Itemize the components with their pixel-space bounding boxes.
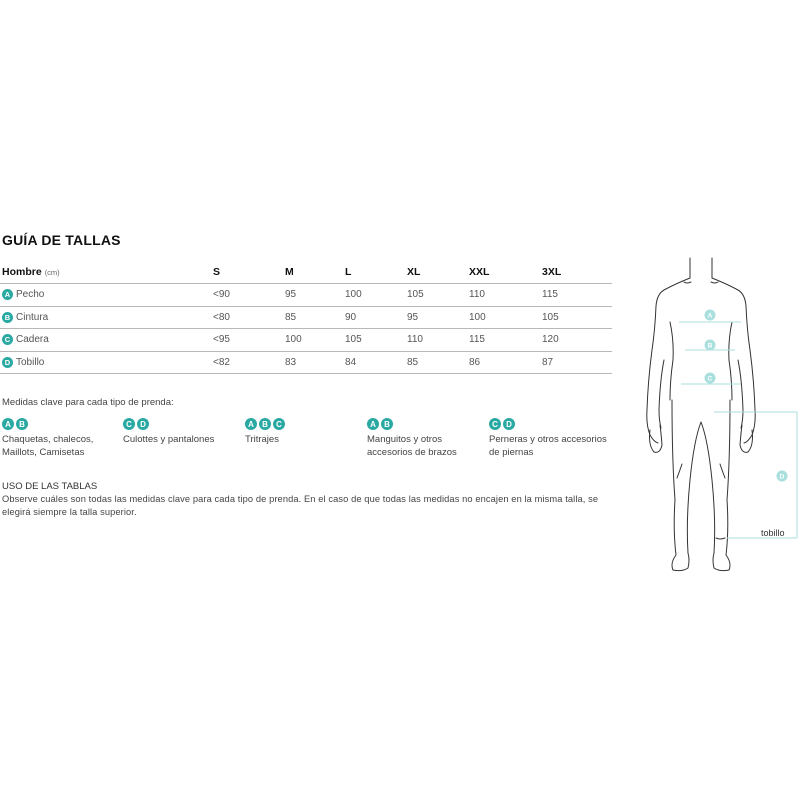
badge-b-icon: B <box>381 418 393 430</box>
table-cell: 85 <box>285 311 297 323</box>
table-cell: 100 <box>285 334 302 345</box>
row-label: Cadera <box>16 334 49 345</box>
badge-a-icon: A <box>367 418 379 430</box>
table-cell: 120 <box>542 334 559 345</box>
size-xl: XL <box>407 266 421 278</box>
table-cell: 84 <box>345 356 357 368</box>
garment-label: Chaquetas, chalecos, <box>2 434 94 445</box>
key-measures-intro: Medidas clave para cada tipo de prenda: <box>2 397 174 408</box>
body-measurement-figure <box>630 220 800 580</box>
badge-c-icon: C <box>123 418 135 430</box>
table-cell: 95 <box>407 311 419 323</box>
table-cell: 90 <box>345 311 357 323</box>
table-row-cintura <box>0 307 612 330</box>
badge-a-icon: A <box>245 418 257 430</box>
table-cell: 105 <box>345 334 362 345</box>
garment-group-leg-accessories <box>489 418 607 459</box>
header-label: Hombre (cm) <box>2 262 60 283</box>
garment-group-culottes <box>123 418 214 447</box>
size-m: M <box>285 266 294 278</box>
table-cell: 105 <box>407 289 424 300</box>
size-s: S <box>213 266 221 278</box>
body-outline-icon <box>630 220 800 580</box>
size-3xl: 3XL <box>542 266 562 278</box>
badge-d-icon: D <box>2 357 13 368</box>
table-cell: 115 <box>542 289 558 300</box>
table-cell: 83 <box>285 356 297 368</box>
table-cell: 95 <box>285 289 297 300</box>
badge-d-icon: D <box>137 418 149 430</box>
garment-label: Manguitos y otros <box>367 434 442 445</box>
ankle-label: tobillo <box>761 528 785 538</box>
table-cell: 110 <box>469 289 485 300</box>
svg-text:C: C <box>707 375 713 383</box>
table-cell: 100 <box>469 311 486 323</box>
size-table <box>0 262 612 374</box>
row-label: Tobillo <box>16 356 45 368</box>
table-header-row <box>0 262 612 284</box>
row-label: Pecho <box>16 289 45 300</box>
badge-c-icon: C <box>273 418 285 430</box>
garment-label: Perneras y otros accesorios <box>489 434 607 445</box>
garment-group-tritrajes <box>245 418 287 447</box>
garment-group-jackets <box>2 418 93 459</box>
table-cell: 105 <box>542 311 559 323</box>
usage-title: USO DE LAS TABLAS <box>2 481 98 492</box>
garment-label: Tritrajes <box>245 434 279 445</box>
table-cell: <95 <box>213 334 230 345</box>
table-cell: <90 <box>213 289 230 300</box>
badge-d-icon: D <box>503 418 515 430</box>
table-row-pecho <box>0 284 612 307</box>
table-cell: <82 <box>213 356 230 368</box>
table-cell: <80 <box>213 311 230 323</box>
svg-text:B: B <box>707 342 713 350</box>
garment-label: de piernas <box>489 446 534 458</box>
table-cell: 86 <box>469 356 481 368</box>
table-cell: 115 <box>469 334 485 345</box>
garment-label: Culottes y pantalones <box>123 434 215 445</box>
badge-a-icon: A <box>2 289 13 300</box>
badge-c-icon: C <box>2 334 13 345</box>
svg-text:A: A <box>707 312 713 320</box>
badge-b-icon: B <box>2 312 13 323</box>
badge-c-icon: C <box>489 418 501 430</box>
table-cell: 100 <box>345 289 362 300</box>
table-cell: 110 <box>407 334 423 345</box>
size-l: L <box>345 266 352 278</box>
row-label: Cintura <box>16 311 49 323</box>
garment-group-arm-accessories <box>367 418 457 459</box>
usage-text: Observe cuáles son todas las medidas clave para cada tipo de prenda. En el caso de que todas las medidas no encajen en la misma talla, se elegirá siempre la talla superior. <box>2 494 599 517</box>
badge-b-icon: B <box>16 418 28 430</box>
size-xxl: XXL <box>469 266 490 278</box>
garment-label: Maillots, Camisetas <box>2 446 85 458</box>
badge-b-icon: B <box>259 418 271 430</box>
unit-label: (cm) <box>44 268 60 277</box>
garment-label: accesorios de brazos <box>367 446 457 458</box>
table-cell: 87 <box>542 356 554 368</box>
table-row-tobillo <box>0 352 612 375</box>
svg-text:D: D <box>779 473 785 481</box>
table-row-cadera <box>0 329 612 352</box>
table-cell: 85 <box>407 356 419 368</box>
page-title: GUÍA DE TALLAS <box>2 232 121 248</box>
badge-a-icon: A <box>2 418 14 430</box>
